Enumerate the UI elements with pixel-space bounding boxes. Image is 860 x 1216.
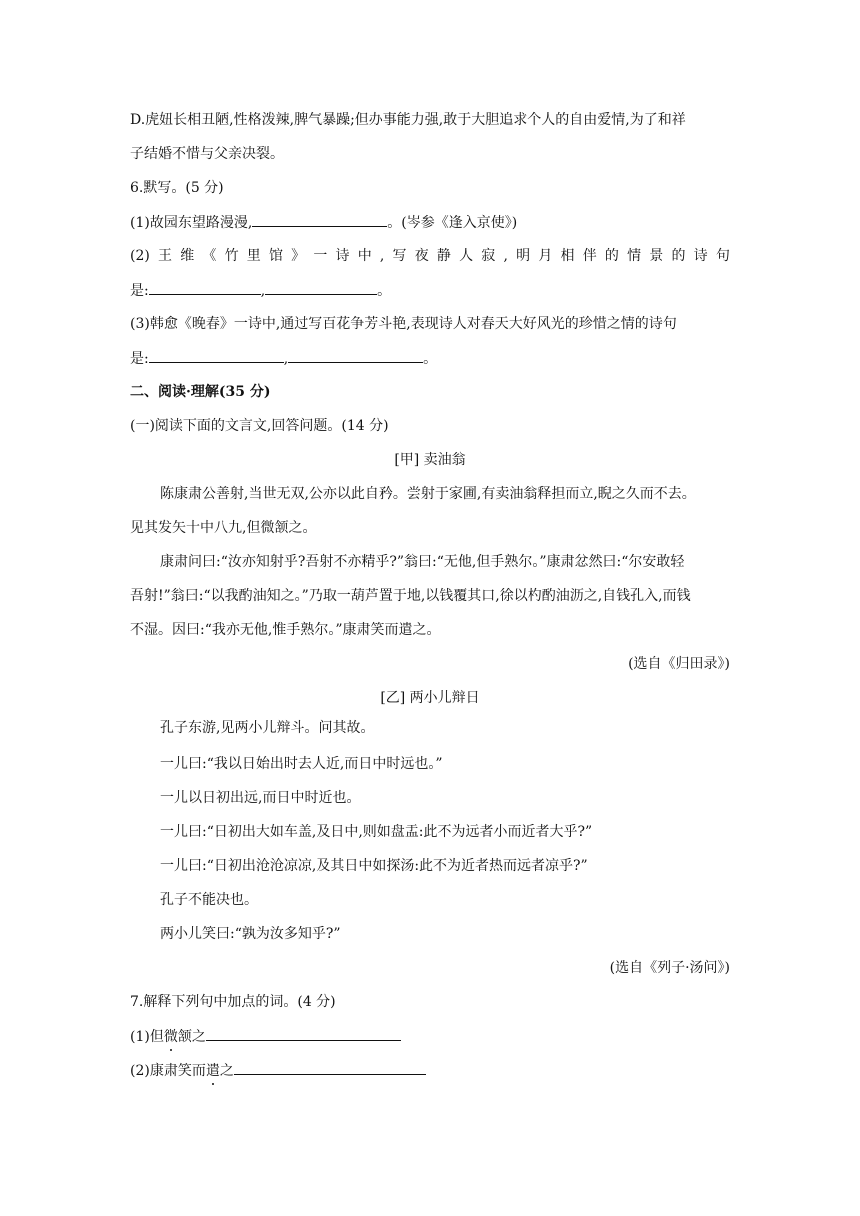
text-b-source: (选自《列子·汤问》) [609,960,730,976]
q6-title: 6.默写。(5 分) [130,180,224,196]
answer-blank[interactable] [149,280,261,295]
q7-title: 7.解释下列句中加点的词。(4 分) [130,994,336,1010]
answer-blank[interactable] [149,348,284,363]
text-a-p1-line2: 见其发矢十中八九,但微颔之。 [130,520,317,536]
text-b-line: 一儿曰:“日初出大如车盖,及日中,则如盘盂:此不为远者小而近者大乎?” [160,824,593,840]
q7-item1: (1)但微颔之 [130,1026,401,1047]
q7-item2: (2)康肃笑而遣之 [130,1060,426,1081]
answer-blank[interactable] [252,212,387,227]
text-b-line: 孔子东游,见两小儿辩斗。问其故。 [160,720,375,736]
text-b-line: 一儿以日初出远,而日中时近也。 [160,790,361,806]
answer-blank[interactable] [288,348,423,363]
section-title: 二、阅读·理解(35 分) [130,384,271,400]
answer-blank[interactable] [206,1026,401,1041]
text-a-p2-line2: 吾射!”翁曰:“以我酌油知之。”乃取一葫芦置于地,以钱覆其口,徐以杓酌油沥之,自钱孔入,而钱 [130,588,691,604]
answer-blank[interactable] [234,1060,426,1075]
text-a-p1-line1: 陈康肃公善射,当世无双,公亦以此自矜。尝射于家圃,有卖油翁释担而立,睨之久而不去。 [160,486,696,502]
q6-item2-line2: 是: , 。 [130,280,391,301]
text-b-line: 孔子不能决也。 [160,892,258,908]
text-a-p2-line1: 康肃问曰:“汝亦知射乎?吾射不亦精乎?”翁曰:“无他,但手熟尔。”康肃忿然曰:“尔安敢轻 [160,554,685,570]
text-b-line: 一儿曰:“日初出沧沧凉凉,及其日中如探汤:此不为近者热而远者凉乎?” [160,858,588,874]
text-a-p2-line3: 不湿。因曰:“我亦无他,惟手熟尔。”康肃笑而遣之。 [130,622,441,638]
text-b-line: 一儿曰:“我以日始出时去人近,而日中时远也。” [160,756,443,772]
q5-option-d-line2: 子结婚不惜与父亲决裂。 [130,146,284,162]
q6-item1: (1)故园东望路漫漫, 。(岑参《逢入京使》) [130,212,517,233]
text-b-line: 两小儿笑曰:“孰为汝多知乎?” [160,926,341,942]
q5-option-d-line1: D.虎妞长相丑陋,性格泼辣,脾气暴躁;但办事能力强,敢于大胆追求个人的自由爱情,为了和祥 [130,112,686,128]
part1-intro: (一)阅读下面的文言文,回答问题。(14 分) [130,418,389,434]
text-a-source: (选自《归田录》) [628,656,730,672]
q6-item3-line1: (3)韩愈《晚春》一诗中,通过写百花争芳斗艳,表现诗人对春天大好风光的珍惜之情的诗句 [130,316,677,332]
answer-blank[interactable] [265,280,377,295]
emphasis-dot-word: 遣 [205,1063,220,1079]
emphasis-dot-word: 微 [163,1029,178,1045]
q6-item3-line2: 是: , 。 [130,348,437,369]
text-b-title: [乙] 两小儿辩日 [380,690,480,706]
q6-item2-line1: (2) 王 维 《 竹 里 馆 》 一 诗 中 , 写 夜 静 人 寂 , 明 月 相 伴 的 情 景 的 诗 句 [130,248,730,264]
text-a-title: [甲] 卖油翁 [394,452,466,468]
